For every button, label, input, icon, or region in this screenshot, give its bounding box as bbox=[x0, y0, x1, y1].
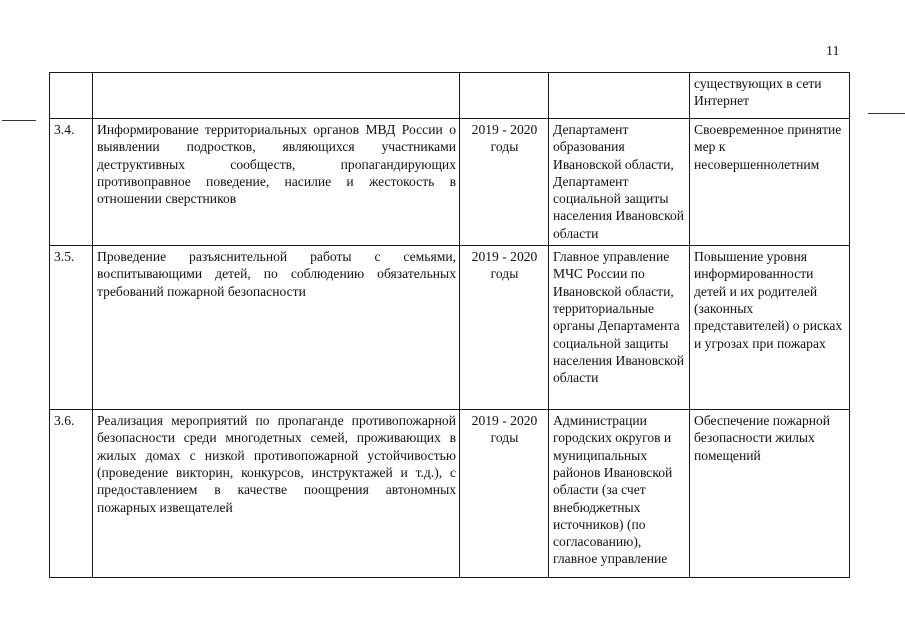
measures-table bbox=[49, 72, 850, 578]
event-cell: Реализация мероприятий по пропаганде противопожарной безопасности среди многодетных семей, проживающих в жилых домах с низкой противопожарной устойчивостью (проведение викторин, конкурсов, инструктажей и т.д.), с предоставлением в качестве поощрения автономных пожарных извещателей bbox=[93, 410, 460, 578]
executors-cell: Главное управление МЧС России по Ивановской области, территориальные органы Департамента социальной защиты населения Ивановской области bbox=[549, 246, 690, 410]
item-number-cell: 3.4. bbox=[50, 119, 93, 246]
result-cell: Повышение уровня информированности детей и их родителей (законных представителей) о рисках и угрозах при пожарах bbox=[690, 246, 850, 410]
table-row bbox=[50, 119, 850, 246]
result-cell: Обеспечение пожарной безопасности жилых помещений bbox=[690, 410, 850, 578]
page-number: 11 bbox=[826, 44, 840, 59]
event-cell: Проведение разъяснительной работы с семьями, воспитывающими детей, по соблюдению обязательных требований пожарной безопасности bbox=[93, 246, 460, 410]
years-cell: 2019 - 2020 годы bbox=[460, 119, 549, 246]
item-number-cell: 3.5. bbox=[50, 246, 93, 410]
event-cell bbox=[93, 73, 460, 119]
event-cell: Информирование территориальных органов МВД России о выявлении подростков, являющихся участниками деструктивных сообществ, пропагандирующих противоправное поведение, насилие и жестокость в отношении сверстников bbox=[93, 119, 460, 246]
table-row bbox=[50, 410, 850, 578]
executors-cell: Департамент образования Ивановской области, Департамент социальной защиты населения Ивановской области bbox=[549, 119, 690, 246]
executors-cell bbox=[549, 73, 690, 119]
result-cell: существующих в сети Интернет bbox=[690, 73, 850, 119]
years-cell: 2019 - 2020 годы bbox=[460, 246, 549, 410]
years-cell: 2019 - 2020 годы bbox=[460, 410, 549, 578]
years-cell bbox=[460, 73, 549, 119]
table-row bbox=[50, 73, 850, 119]
table-row bbox=[50, 246, 850, 410]
result-cell: Своевременное принятие мер к несовершеннолетним bbox=[690, 119, 850, 246]
margin-mark-left bbox=[2, 120, 36, 121]
margin-mark-right bbox=[868, 113, 905, 114]
item-number-cell: 3.6. bbox=[50, 410, 93, 578]
executors-cell: Администрации городских округов и муниципальных районов Ивановской области (за счет внебюджетных источников) (по согласованию), главное управление bbox=[549, 410, 690, 578]
item-number-cell bbox=[50, 73, 93, 119]
